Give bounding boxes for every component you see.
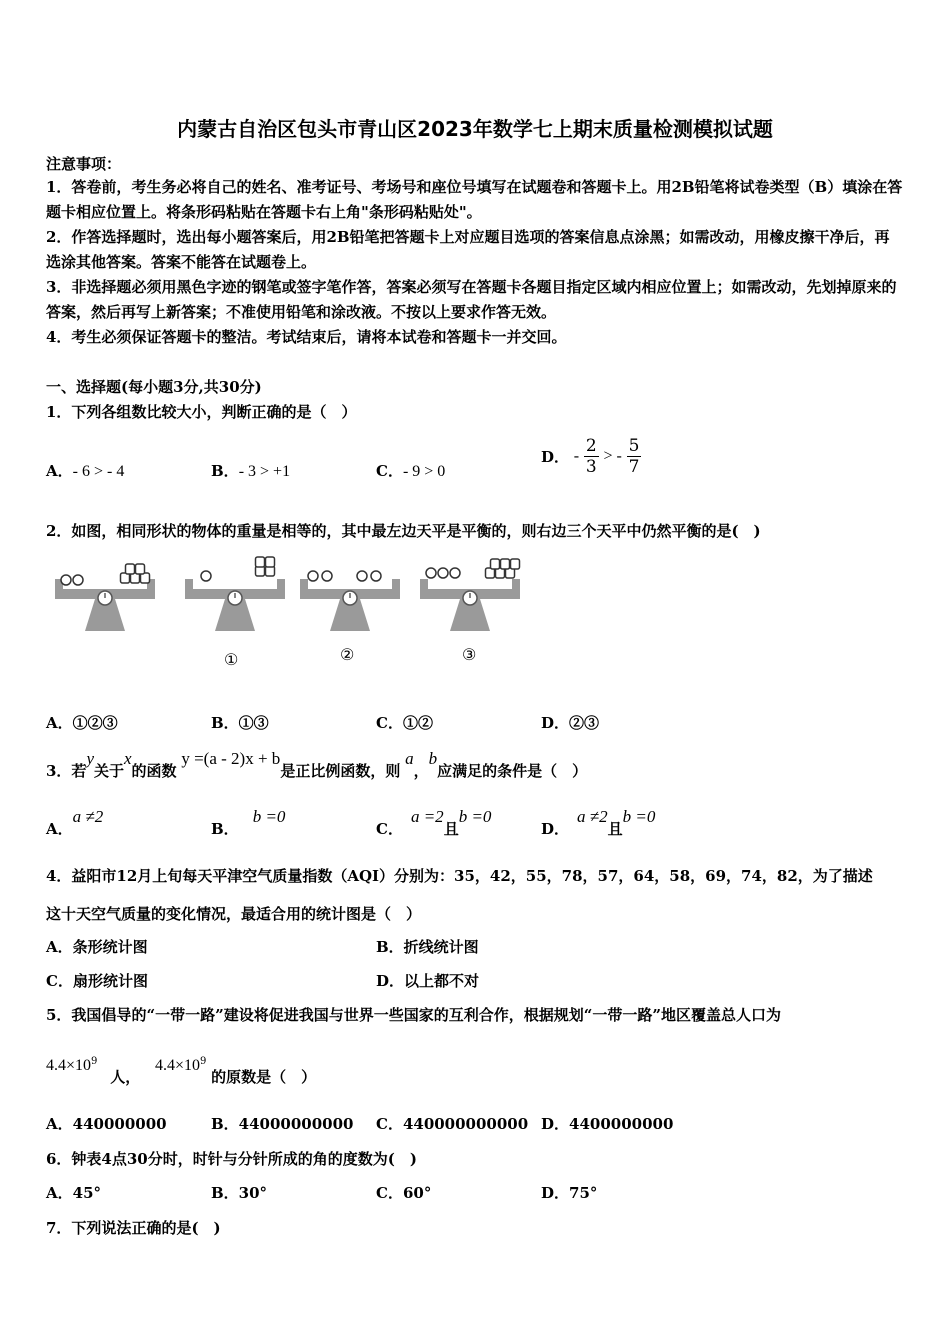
q2-option-d[interactable]: D．②③ [541,714,600,732]
q5-option-d[interactable]: D．4400000000 [541,1115,674,1133]
notice-item: 3．非选择题必须用黑色字迹的钢笔或签字笔作答，答案必须写在答题卡各题目指定区域内相应位置上；如需改动，先划掉原来的答案，然后再写上新答案；不准使用铅笔和涂改液。不按以上要求作答无效。 [46,278,897,321]
q3-stem: 3．若y关于x的函数 y =(a - 2)x + b是正比例函数，则 a，b应满足的条件是（ ） [46,749,588,780]
q5-stem-line2: $4.4\times 10^9$ 人， $4.4\times 10^9$ 的原数是（ ） [46,1056,317,1086]
q1-option-d[interactable]: D． - $\frac{2}{3}$ > - $\frac{5}{7}$ [541,436,640,477]
balance-figure-1 [185,557,285,631]
notice-heading: 注意事项： [46,155,122,173]
notice-item: 1．答卷前，考生务必将自己的姓名、准考证号、考场号和座位号填写在试题卷和答题卡上。用2B铅笔将试卷类型（B）填涂在答题卡相应位置上。将条形码粘贴在答题卡右上角"条形码粘贴处"。 [46,178,903,221]
fig-label-1: ① [224,650,239,669]
q4-stem-line2: 这十天空气质量的变化情况，最适合用的统计图是（ ） [46,905,422,923]
q6-option-a[interactable]: A．45° [46,1184,102,1202]
fig-label-2: ② [340,645,355,664]
q5-option-a[interactable]: A．440000000 [46,1115,167,1133]
balance-figure-2 [300,571,400,631]
q4-option-d[interactable]: D．以上都不对 [376,972,480,990]
q1-option-a[interactable]: A．- 6 > - 4 [46,462,125,480]
q5-option-b[interactable]: B．44000000000 [211,1115,354,1133]
q6-stem: 6．钟表4点30分时，时针与分针所成的角的度数为( ) [46,1150,417,1168]
q4-option-a[interactable]: A．条形统计图 [46,938,148,956]
q5-option-c[interactable]: C．440000000000 [376,1115,529,1133]
q1-option-b[interactable]: B．- 3 > +1 [211,462,291,480]
q2-option-b[interactable]: B．①③ [211,714,269,732]
q2-stem: 2．如图，相同形状的物体的重量是相等的，其中最左边天平是平衡的，则右边三个天平中仍然平衡的是( ) [46,522,761,540]
q4-option-c[interactable]: C．扇形统计图 [46,972,148,990]
balance-figure-reference [55,564,155,631]
q3-option-d[interactable]: D．a ≠2且b =0 [541,807,656,838]
q3-option-c[interactable]: C．a =2且b =0 [376,807,492,838]
q6-option-d[interactable]: D．75° [541,1184,598,1202]
q5-stem-line1: 5．我国倡导的“一带一路”建设将促进我国与世界一些国家的互利合作，根据规划“一带一路”地区覆盖总人口为 [46,1006,781,1024]
q4-stem-line1: 4．益阳市12月上旬每天平津空气质量指数（AQI）分别为：35，42，55，78，57，64，58，69，74，82，为了描述 [46,867,873,885]
balance-figure-3 [420,559,520,631]
notice-item: 2．作答选择题时，选出每小题答案后，用2B铅笔把答题卡上对应题目选项的答案信息点涂黑；如需改动，用橡皮擦干净后，再选涂其他答案。答案不能答在试题卷上。 [46,228,890,271]
q2-option-c[interactable]: C．①② [376,714,433,732]
page-title: 内蒙古自治区包头市青山区2023年数学七上期末质量检测模拟试题 [177,117,773,141]
q6-option-c[interactable]: C．60° [376,1184,432,1202]
q4-option-b[interactable]: B．折线统计图 [376,938,479,956]
section-heading: 一、选择题(每小题3分,共30分) [46,378,262,396]
q3-option-b[interactable]: B．b =0 [211,807,286,838]
q2-option-a[interactable]: A．①②③ [46,714,118,732]
q1-stem: 1．下列各组数比较大小，判断正确的是（ ） [46,403,357,421]
q7-stem: 7．下列说法正确的是( ) [46,1219,221,1237]
q1-option-c[interactable]: C．- 9 > 0 [376,462,446,480]
fig-label-3: ③ [462,645,477,664]
notice-item: 4．考生必须保证答题卡的整洁。考试结束后，请将本试卷和答题卡一并交回。 [46,328,567,346]
q3-option-a[interactable]: A．a ≠2 [46,807,104,838]
q6-option-b[interactable]: B．30° [211,1184,268,1202]
